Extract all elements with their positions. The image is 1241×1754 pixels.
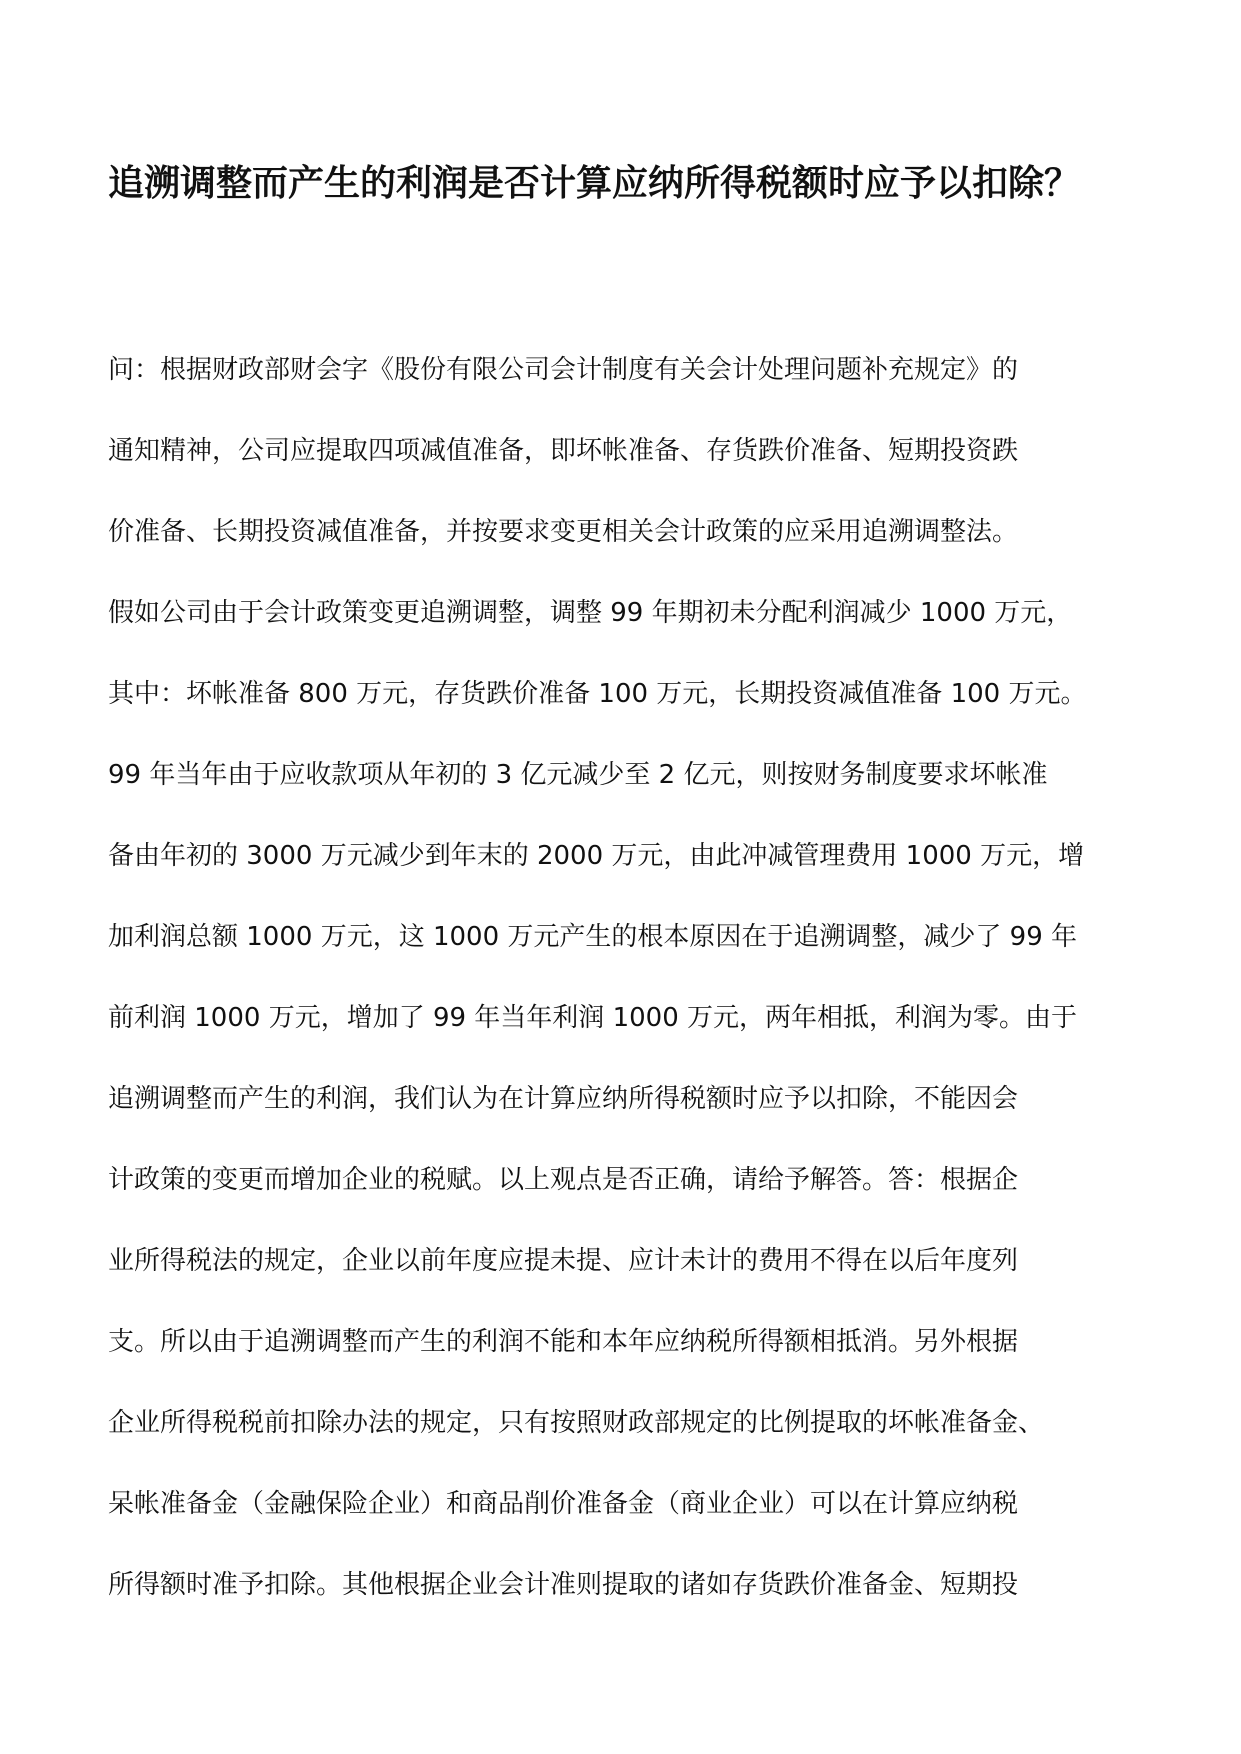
body-line: 企业所得税税前扣除办法的规定，只有按照财政部规定的比例提取的坏帐准备金、	[108, 1408, 1045, 1438]
body-line: 99 年当年由于应收款项从年初的 3 亿元减少至 2 亿元，则按财务制度要求坏帐准	[108, 760, 1048, 790]
body-line: 加利润总额 1000 万元，这 1000 万元产生的根本原因在于追溯调整，减少了 99 年	[108, 922, 1078, 952]
body-line: 通知精神，公司应提取四项减值准备，即坏帐准备、存货跌价准备、短期投资跌	[108, 436, 1019, 466]
body-line: 业所得税法的规定，企业以前年度应提未提、应计未计的费用不得在以后年度列	[108, 1246, 1019, 1276]
body-line: 其中：坏帐准备 800 万元，存货跌价准备 100 万元，长期投资减值准备 100 万元。	[108, 679, 1087, 709]
body-line: 计政策的变更而增加企业的税赋。以上观点是否正确，请给予解答。答：根据企	[108, 1165, 1019, 1195]
body-line: 支。所以由于追溯调整而产生的利润不能和本年应纳税所得额相抵消。另外根据	[108, 1327, 1019, 1357]
body-line: 呆帐准备金（金融保险企业）和商品削价准备金（商业企业）可以在计算应纳税	[108, 1489, 1019, 1519]
body-line: 假如公司由于会计政策变更追溯调整，调整 99 年期初未分配利润减少 1000 万元，	[108, 598, 1073, 628]
body-line: 追溯调整而产生的利润，我们认为在计算应纳所得税额时应予以扣除，不能因会	[108, 1084, 1019, 1114]
document-body	[108, 345, 1138, 1641]
body-line: 问：根据财政部财会字《股份有限公司会计制度有关会计处理问题补充规定》的	[108, 355, 1019, 385]
body-line: 所得额时准予扣除。其他根据企业会计准则提取的诸如存货跌价准备金、短期投	[108, 1570, 1019, 1600]
body-line: 前利润 1000 万元，增加了 99 年当年利润 1000 万元，两年相抵，利润为零。由于	[108, 1003, 1078, 1033]
body-line: 价准备、长期投资减值准备，并按要求变更相关会计政策的应采用追溯调整法。	[108, 517, 1019, 547]
document-title: 追溯调整而产生的利润是否计算应纳所得税额时应予以扣除？	[108, 162, 1081, 204]
body-line: 备由年初的 3000 万元减少到年末的 2000 万元，由此冲减管理费用 1000 万元，增	[108, 841, 1085, 871]
